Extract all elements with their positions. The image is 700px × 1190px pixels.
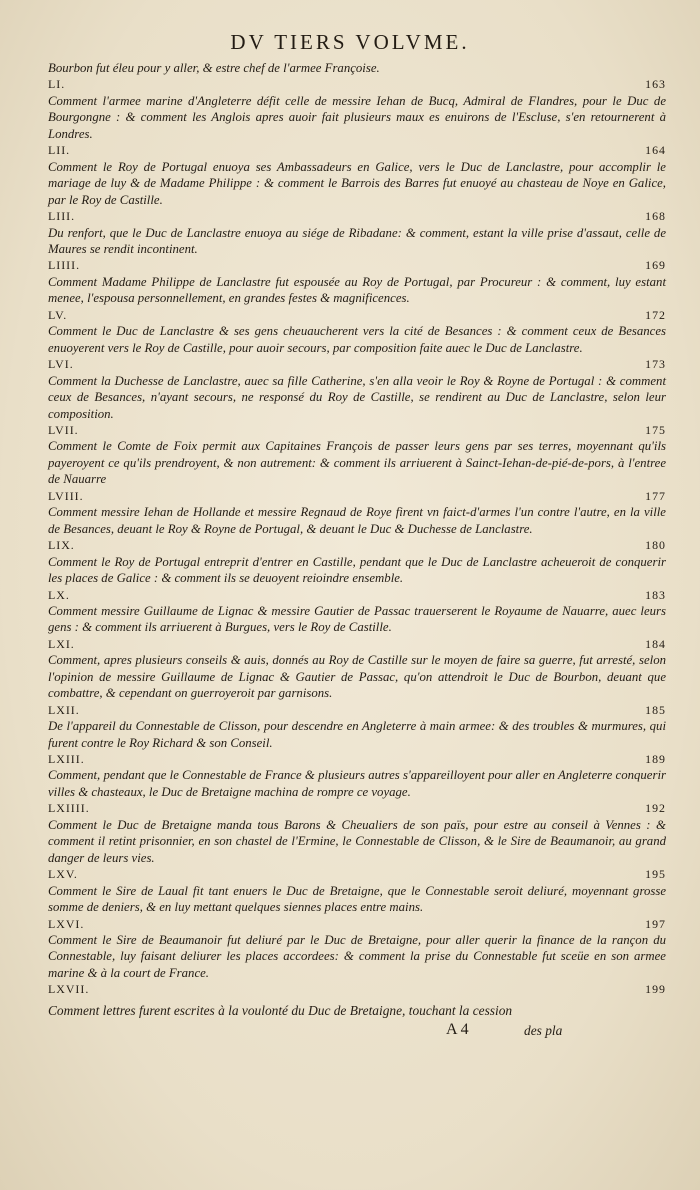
- toc-entry-text: Bourbon fut éleu pour y aller, & estre chef de l'armee Françoise.: [48, 61, 380, 75]
- chapter-number: LVI.: [48, 357, 74, 372]
- toc-entry-refline: [48, 636, 666, 652]
- chapter-number: LXII.: [48, 702, 80, 717]
- toc-entry-text: Comment la Duchesse de Lanclastre, auec sa fille Catherine, s'en alla veoir le Roy & Royne de Portugal : & comment ceux de Besances, n'ayant secours, ne responsé du Roy de Castille, se rendirent au Duc de Lanclastre, selon leur composition.: [48, 373, 666, 421]
- toc-entry: [48, 274, 666, 323]
- toc-entry-refline: [48, 800, 666, 816]
- toc-entry: [48, 603, 666, 652]
- toc-entry: [48, 554, 666, 603]
- table-of-contents: [48, 60, 666, 998]
- page-number: 175: [645, 422, 666, 437]
- toc-entry-refline: [48, 537, 666, 553]
- toc-entry-refline: [48, 422, 666, 438]
- page-number: 183: [645, 587, 666, 602]
- running-header: DV TIERS VOLVME.: [230, 30, 470, 54]
- page-number: 185: [645, 702, 666, 717]
- toc-entry-text: Comment le Sire de Beaumanoir fut deliuré par le Duc de Bretaigne, pour aller querir la finance de la rançon du Connestable, luy faisant deliurer les places accordees: & comment la prise du Connestable fut sceüe en son armee marine & à la court de France.: [48, 933, 666, 980]
- toc-entry-refline: [48, 257, 666, 273]
- page-number: 192: [645, 801, 666, 816]
- toc-entry: [48, 323, 666, 372]
- chapter-number: LV.: [48, 307, 68, 322]
- toc-entry-text: Comment, pendant que le Connestable de France & plusieurs autres s'appareilloyent pour aller en Angleterre conquerir villes & chasteaux, le Duc de Bretaigne machina de rompre ce voyage.: [48, 768, 666, 799]
- toc-entry-text: Comment le Sire de Laual fit tant enuers le Duc de Bretaigne, que le Connestable seroit deliuré, moyennant grosse somme de deniers, & en luy mettant quelques siennes places entre mains.: [48, 883, 666, 915]
- page-number: 197: [645, 916, 666, 931]
- page-number: 195: [645, 867, 666, 882]
- chapter-number: LVII.: [48, 422, 79, 437]
- toc-entry-refline: [48, 142, 666, 158]
- continuation-line: Comment lettres furent escrites à la voulonté du Duc de Bretaigne, touchant la cession: [48, 1003, 513, 1018]
- page-number: 173: [645, 357, 666, 372]
- toc-entry-refline: [48, 76, 666, 92]
- toc-entry: [48, 225, 666, 274]
- toc-entry-text: De l'appareil du Connestable de Clisson, pour descendre en Angleterre à main armee: & des troubles & murmures, qui furent contre le Roy Richard & son Conseil.: [48, 719, 666, 750]
- toc-entry-text: Comment Madame Philippe de Lanclastre fut espousée au Roy de Portugal, par Procureur : & comment, luy estant menee, l'espousa personnellement, en grandes festes & magnificences.: [48, 274, 666, 306]
- toc-entry-refline: [48, 916, 666, 932]
- chapter-number: LIIII.: [48, 258, 81, 273]
- page-number: 164: [645, 143, 666, 158]
- chapter-number: LXIIII.: [48, 801, 90, 816]
- toc-entry: [48, 438, 666, 504]
- toc-entry: [48, 373, 666, 439]
- toc-entry: [48, 883, 666, 932]
- chapter-number: LXVI.: [48, 916, 85, 931]
- toc-entry-refline: [48, 587, 666, 603]
- toc-entry-text: Comment le Duc de Lanclastre & ses gens cheuaucherent vers la cité de Besances : & comment ceux de Besances enuoyerent vers le Roy de Castille, pour auoir secours, par composition faite auec le Duc de Lanclastre.: [48, 324, 666, 355]
- toc-entry-text: Comment messire Iehan de Hollande et messire Regnaud de Roye firent vn faict-d'armes l'un contre l'autre, en la ville de Besances, deuant le Roy & Royne de Portugal, & deuant le Duc & Duchesse de Lanclastre.: [48, 505, 666, 536]
- toc-entry: [48, 60, 666, 93]
- chapter-number: LXV.: [48, 867, 78, 882]
- toc-entry-refline: [48, 981, 666, 997]
- toc-entry-refline: [48, 866, 666, 882]
- toc-entry: [48, 817, 666, 883]
- chapter-number: LXI.: [48, 636, 75, 651]
- signature-mark: A 4: [446, 1021, 469, 1038]
- toc-entry: [48, 932, 666, 998]
- page-number: 180: [645, 538, 666, 553]
- toc-entry-text: Du renfort, que le Duc de Lanclastre enuoya au siége de Ribadane: & comment, estant la ville prise d'assaut, celle de Maures se rendit incontinent.: [48, 225, 666, 256]
- toc-entry-refline: [48, 307, 666, 323]
- toc-entry-text: Comment le Roy de Portugal entreprit d'entrer en Castille, pendant que le Duc de Lanclastre acheueroit de conquerir les places de Galice : & comment ils se deuoyent reioindre ensemble.: [48, 554, 666, 586]
- chapter-number: LIII.: [48, 209, 76, 224]
- chapter-number: LXIII.: [48, 752, 85, 767]
- toc-entry-refline: [48, 488, 666, 504]
- page-number: 168: [645, 209, 666, 224]
- chapter-number: LVIII.: [48, 488, 84, 503]
- toc-entry-refline: [48, 751, 666, 767]
- toc-entry-text: Comment messire Guillaume de Lignac & messire Gautier de Passac trauerserent le Royaume de Nauarre, auec leurs gens : & comment ils arriuerent à Burgues, vers le Roy de Castille.: [48, 603, 666, 635]
- toc-entry: [48, 652, 666, 718]
- chapter-number: LII.: [48, 143, 71, 158]
- toc-entry: [48, 767, 666, 816]
- toc-entry: [48, 718, 666, 767]
- toc-entry: [48, 159, 666, 225]
- page-number: 199: [645, 982, 666, 997]
- page-number: 184: [645, 636, 666, 651]
- toc-entry-text: Comment l'armee marine d'Angleterre défit celle de messire Iehan de Bucq, Admiral de Flandres, pour le Duc de Bourgongne : & comment les Anglois apres auoir fait plusieurs maux es enuirons de l'Escluse, s'en retournerent à Londres.: [48, 93, 666, 141]
- toc-entry-refline: [48, 208, 666, 224]
- toc-entry-text: Comment, apres plusieurs conseils & auis, donnés au Roy de Castille sur le moyen de faire sa guerre, fut arresté, selon l'opinion de messire Guillaume de Lignac & Gautier de Passac, qu'on attendroit le Duc de Bourbon, deuant que combattre, & cependant on guerroyeroit par garnisons.: [48, 653, 666, 701]
- chapter-number: LIX.: [48, 538, 75, 553]
- chapter-number: LXVII.: [48, 982, 90, 997]
- toc-entry-text: Comment le Duc de Bretaigne manda tous Barons & Cheualiers de son païs, pour estre au conseil à Vennes : & comment il retint prisonnier, en son chastel de l'Ermine, le Connestable de Clisson, & le Sire de Beaumanoir, au grand danger de leurs vies.: [48, 817, 666, 865]
- page-number: 169: [645, 258, 666, 273]
- page-number: 177: [645, 488, 666, 503]
- toc-entry: [48, 504, 666, 553]
- page-number: 172: [645, 307, 666, 322]
- toc-entry-text: Comment le Roy de Portugal enuoya ses Ambassadeurs en Galice, vers le Duc de Lanclastre, pour accomplir le mariage de luy & de Madame Philippe : & comment le Barrois des Barres fut enuoyé au chasteau de Noye en Galice, par le Roy de Castille.: [48, 159, 666, 207]
- toc-entry-text: Comment le Comte de Foix permit aux Capitaines François de passer leurs gens par ses terres, moyennant qu'ils payeroyent ce qu'ils prendroyent, & non autrement: & comment ils arriuerent à Sainct-Iehan-de-pié-de-pors, à l'entree de Nauarre: [48, 439, 666, 487]
- chapter-number: LX.: [48, 587, 70, 602]
- chapter-number: LI.: [48, 77, 66, 92]
- page-number: 189: [645, 752, 666, 767]
- toc-entry-refline: [48, 356, 666, 372]
- toc-entry-refline: [48, 702, 666, 718]
- toc-entry: [48, 93, 666, 159]
- page-number: 163: [645, 77, 666, 92]
- catchword: des pla: [524, 1023, 563, 1038]
